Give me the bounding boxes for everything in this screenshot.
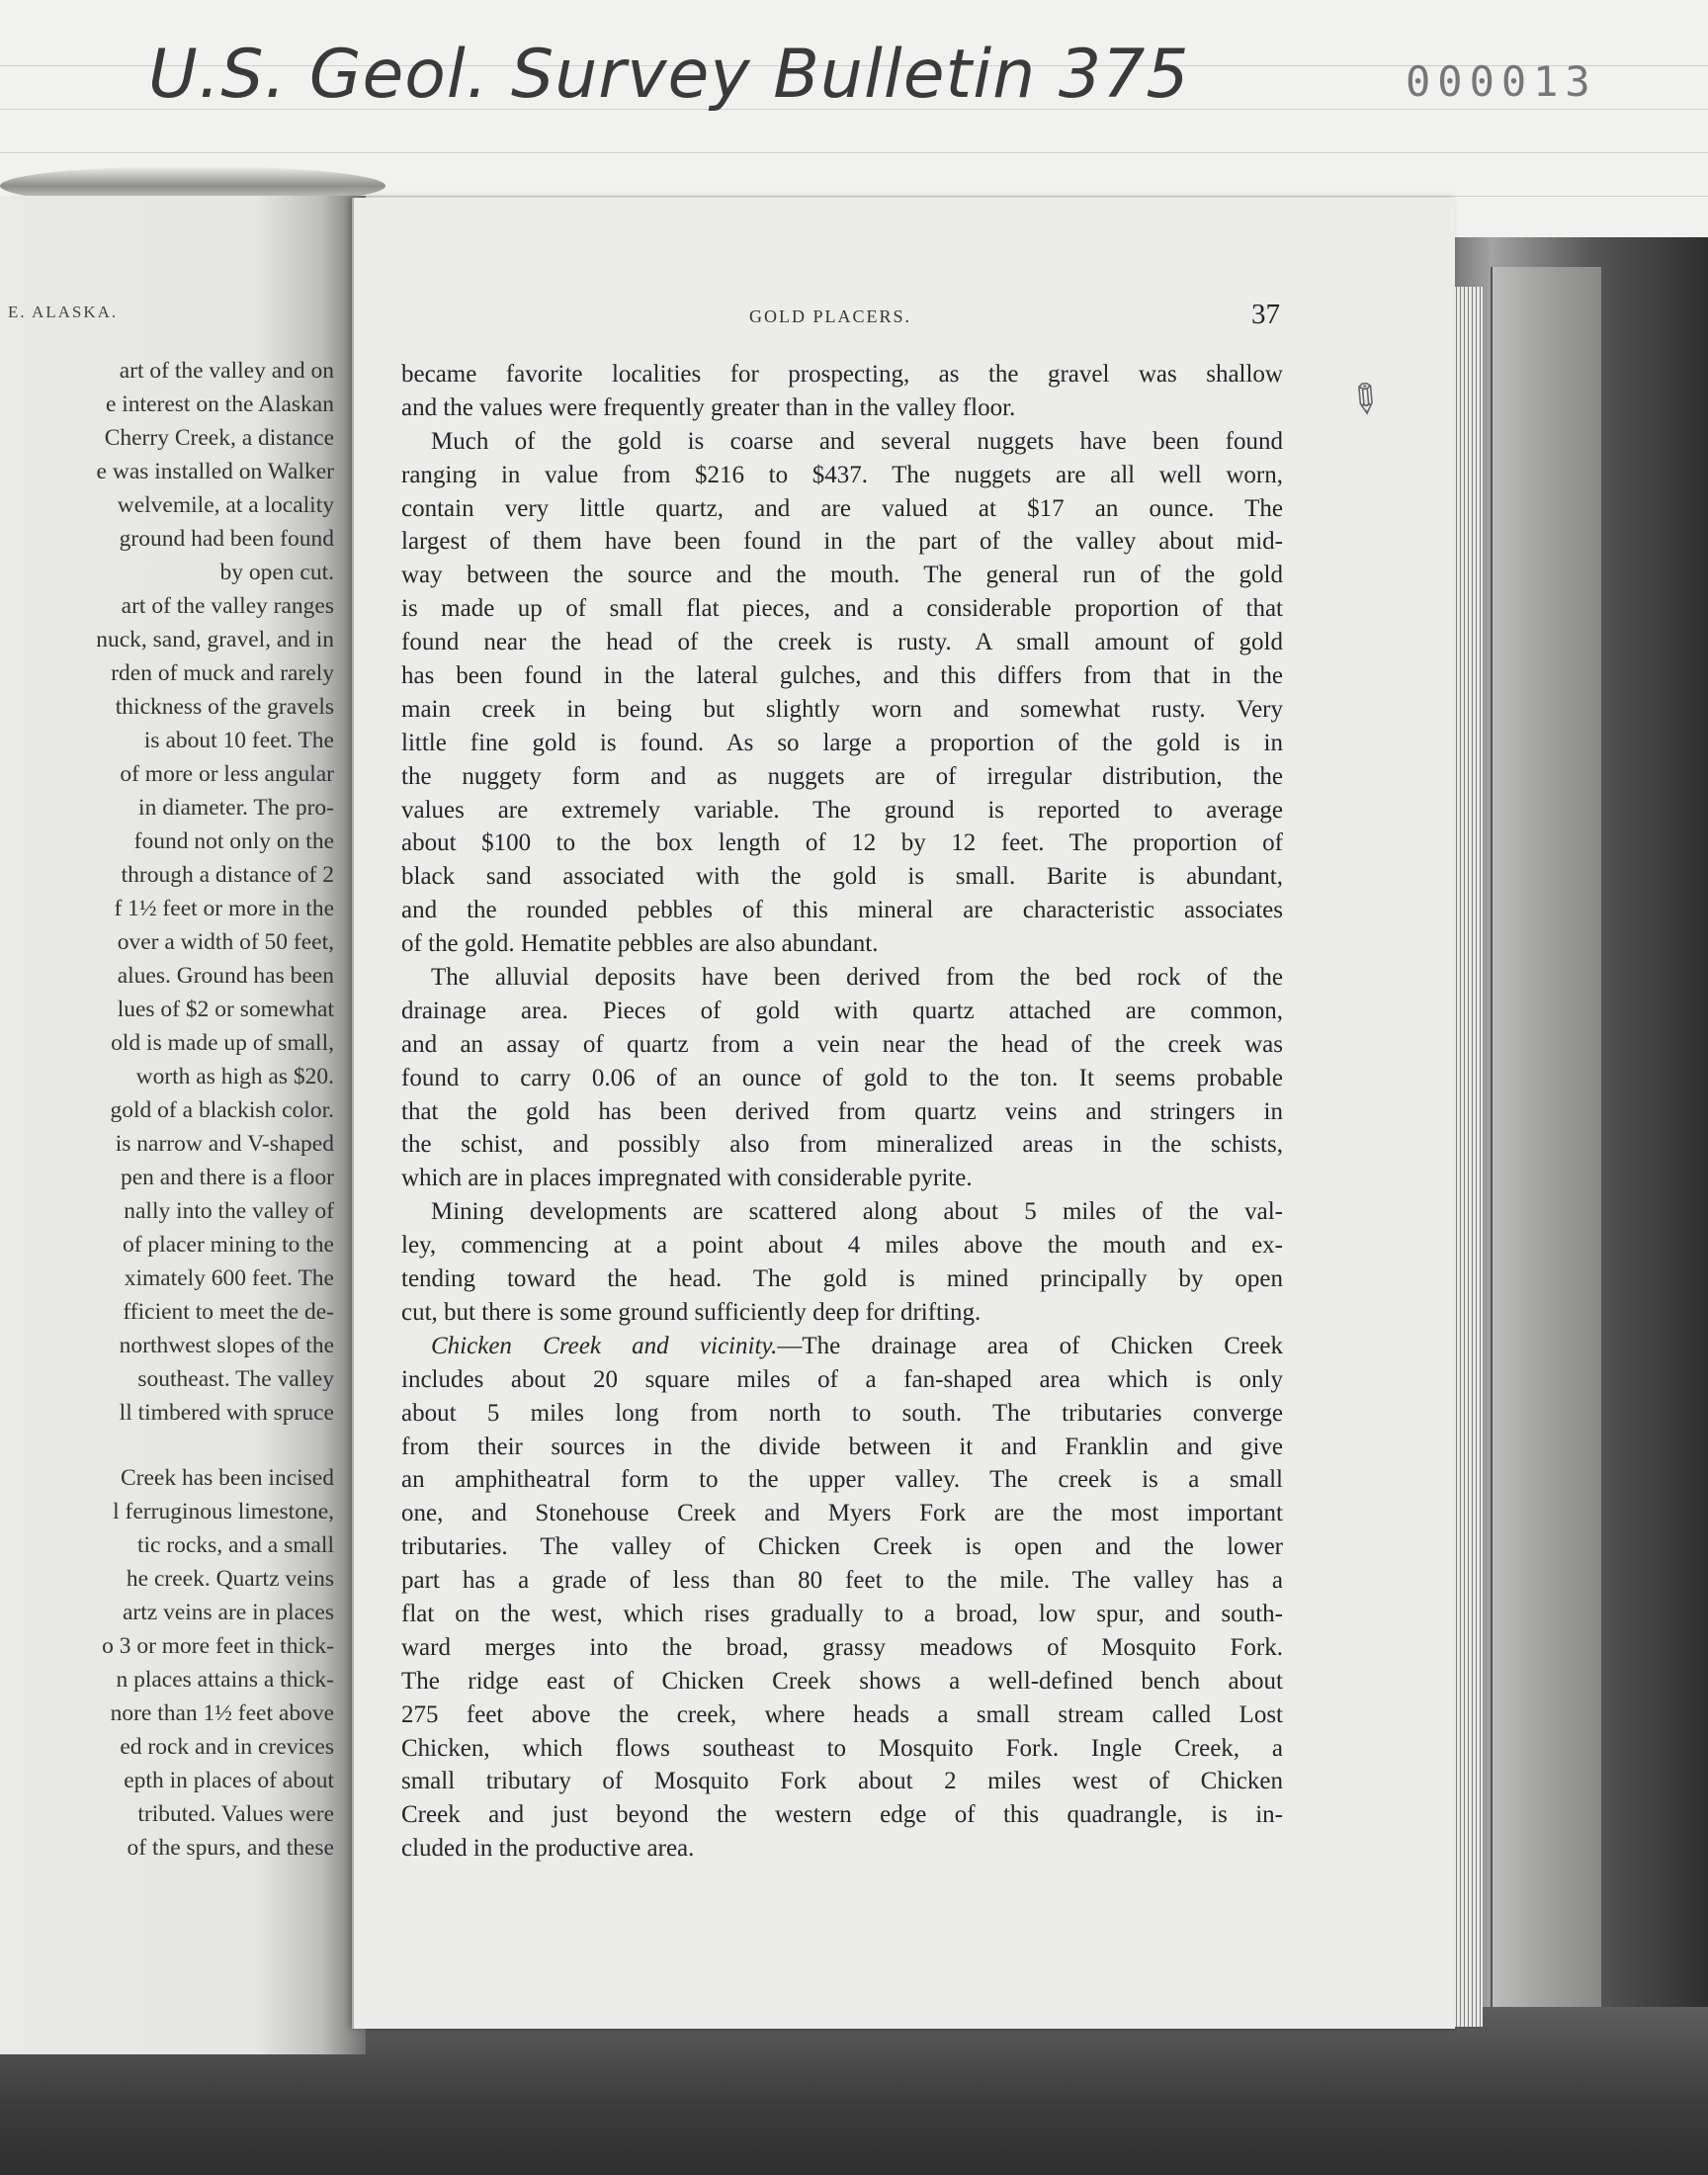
body-text [401,358,1283,1866]
text-line: drainage area. Pieces of gold with quartz attached are common, [401,997,1283,1024]
left-text-line: old is made up of small, [111,1030,334,1056]
text-line: contain very little quartz, and are valued at $17 an ounce. The [401,494,1283,522]
text-line: The ridge east of Chicken Creek shows a well-defined bench about [401,1667,1283,1695]
handwritten-title: U.S. Geol. Survey Bulletin 375 [148,36,1190,114]
text-line: and the rounded pebbles of this mineral are characteristic associates [401,897,1283,924]
left-text-line: ground had been found [119,526,334,552]
left-text-line: thickness of the gravels [115,694,334,720]
left-text-line: pen and there is a floor [121,1165,334,1190]
text-line: of the gold. Hematite pebbles are also abundant. [401,930,879,958]
text-line: an amphitheatral form to the upper valley. The creek is a small [401,1466,1283,1494]
left-page-text [8,354,334,1865]
left-text-line: nore than 1½ feet above [110,1700,334,1726]
text-line: ranging in value from $216 to $437. The nuggets are all well worn, [401,461,1283,488]
left-text-line: of more or less angular [120,761,334,787]
italic-section-lead: Chicken Creek and vicinity. [431,1332,778,1359]
left-text-line: he creek. Quartz veins [126,1566,334,1592]
text-line: found to carry 0.06 of an ounce of gold to the ton. It seems probable [401,1064,1283,1091]
text-line: the nuggety form and as nuggets are of irregular distribution, the [401,762,1283,790]
page-number: 37 [1251,299,1280,330]
page-edge [1453,287,1483,2027]
text-line: values are extremely variable. The ground is reported to average [401,796,1283,824]
text-line: which are in places impregnated with considerable pyrite. [401,1165,973,1192]
text-line: and the values were frequently greater than in the valley floor. [401,393,1016,421]
text-line: way between the source and the mouth. The general run of the gold [401,562,1283,589]
left-text-line: e was installed on Walker [96,459,334,484]
text-line: 275 feet above the creek, where heads a small stream called Lost [401,1700,1283,1728]
left-text-line: e interest on the Alaskan [105,392,334,417]
left-text-line: epth in places of about [124,1768,334,1793]
text-line: Much of the gold is coarse and several nuggets have been found [431,427,1283,455]
left-text-line [8,1430,334,1461]
left-text-line: art of the valley ranges [121,593,334,619]
left-text-line: found not only on the [133,828,334,854]
left-text-line: northwest slopes of the [119,1333,334,1358]
left-text-line: nally into the valley of [124,1198,334,1224]
left-text-line: tic rocks, and a small [136,1532,334,1558]
text-line: part has a grade of less than 80 feet to the mile. The valley has a [401,1567,1283,1595]
text-line: about 5 miles long from north to south. The tributaries converge [401,1399,1283,1427]
text-line: ward merges into the broad, grassy meadows of Mosquito Fork. [401,1633,1283,1661]
text-line: found near the head of the creek is rusty. A small amount of gold [401,629,1283,656]
left-text-line: ed rock and in crevices [120,1734,334,1760]
text-line-rest: —The drainage area of Chicken Creek [777,1332,1283,1359]
left-text-line: rden of muck and rarely [111,660,334,686]
left-text-line: of placer mining to the [122,1232,334,1258]
text-line: from their sources in the divide between it and Franklin and give [401,1433,1283,1460]
text-line: includes about 20 square miles of a fan-shaped area which is only [401,1365,1283,1393]
book-page-block [1491,267,1601,2037]
text-line: cut, but there is some ground sufficiently deep for drifting. [401,1298,982,1326]
left-text-line: worth as high as $20. [135,1064,334,1089]
left-text-line: l ferruginous limestone, [113,1499,334,1524]
left-text-line: of the spurs, and these [127,1835,334,1861]
text-line: Mining developments are scattered along about 5 miles of the val- [431,1198,1283,1226]
text-line: black sand associated with the gold is small. Barite is abundant, [401,863,1283,891]
left-text-line: Cherry Creek, a distance [104,425,334,451]
text-line: tributaries. The valley of Chicken Creek is open and the lower [401,1533,1283,1561]
text-line: Creek and just beyond the western edge of this quadrangle, is in- [401,1801,1283,1829]
left-text-line: tributed. Values were [137,1801,334,1827]
left-text-line: Creek has been incised [121,1465,334,1491]
text-line: ley, commencing at a point about 4 miles above the mouth and ex- [401,1232,1283,1260]
ruled-line [0,152,1708,153]
left-text-line: is about 10 feet. The [143,728,334,753]
left-text-line: f 1½ feet or more in the [114,896,334,921]
text-line: main creek in being but slightly worn and somewhat rusty. Very [401,695,1283,723]
text-line: flat on the west, which rises gradually to a broad, low spur, and south- [401,1600,1283,1627]
left-text-line: alues. Ground has been [117,963,334,989]
left-text-line: nuck, sand, gravel, and in [96,627,334,652]
text-line: that the gold has been derived from quartz veins and stringers in [401,1097,1283,1125]
left-text-line: by open cut. [219,560,334,585]
text-line: largest of them have been found in the part of the valley about mid- [401,528,1283,556]
text-line: and an assay of quartz from a vein near the head of the creek was [401,1030,1283,1058]
text-line: became favorite localities for prospecting, as the gravel was shallow [401,361,1283,388]
text-line: is made up of small flat pieces, and a considerable proportion of that [401,595,1283,623]
left-text-line: through a distance of 2 [121,862,334,888]
text-line: cluded in the productive area. [401,1835,695,1863]
right-page [352,198,1455,2029]
left-page [0,196,366,2054]
text-line: small tributary of Mosquito Fork about 2 miles west of Chicken [401,1768,1283,1795]
left-text-line: lues of $2 or somewhat [117,997,334,1022]
text-line: about $100 to the box length of 12 by 12 feet. The proportion of [401,829,1283,857]
left-text-line: gold of a blackish color. [110,1097,334,1123]
left-text-line: artz veins are in places [122,1600,334,1625]
left-text-line: art of the valley and on [119,358,334,384]
left-text-line: welvemile, at a locality [117,492,334,518]
left-text-line: over a width of 50 feet, [117,929,334,955]
text-line: The alluvial deposits have been derived from the bed rock of the [431,964,1283,992]
text-line: has been found in the lateral gulches, and this differs from that in the [401,662,1283,690]
left-text-line: southeast. The valley [137,1366,334,1392]
left-text-line: ll timbered with spruce [119,1400,334,1426]
left-text-line: o 3 or more feet in thick- [102,1633,334,1659]
text-line: little fine gold is found. As so large a proportion of the gold is in [401,729,1283,756]
left-text-line: n places attains a thick- [116,1667,334,1693]
left-running-head: E. ALASKA. [8,303,119,321]
text-line: the schist, and possibly also from mineralized areas in the schists, [401,1131,1283,1159]
text-line: tending toward the head. The gold is mined principally by open [401,1265,1283,1293]
left-text-line: in diameter. The pro- [138,795,334,821]
left-text-line: ximately 600 feet. The [124,1265,334,1291]
text-line [401,1330,1283,1363]
pencil-mark-icon: ✎ [1336,371,1392,428]
text-line: one, and Stonehouse Creek and Myers Fork are the most important [401,1500,1283,1527]
page-stamp-number: 000013 [1406,57,1597,106]
running-head: GOLD PLACERS. [749,306,912,326]
left-text-line: fficient to meet the de- [123,1299,334,1325]
text-line: Chicken, which flows southeast to Mosquito Fork. Ingle Creek, a [401,1734,1283,1762]
left-text-line: is narrow and V-shaped [115,1131,334,1157]
